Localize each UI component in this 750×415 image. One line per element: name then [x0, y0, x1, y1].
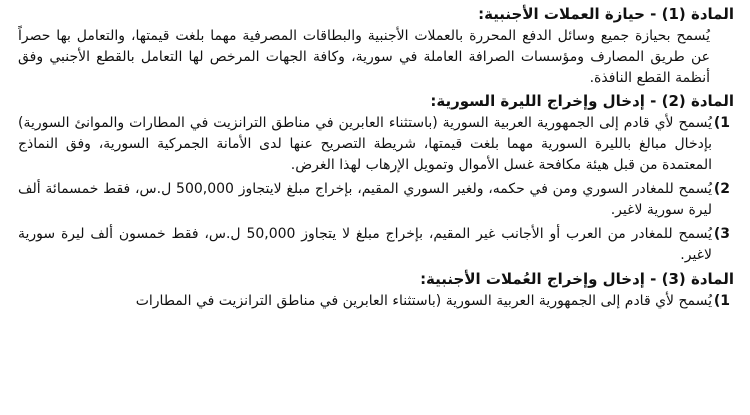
article-2-items: [14, 113, 736, 266]
article-3: [14, 269, 736, 312]
item-text: يُسمح للمغادر من العرب أو الأجانب غير المقيم، بإخراج مبلغ لا يتجاوز 50,000 ل.س، فقط خمسون ألف ليرة سورية لاغير.: [18, 226, 713, 263]
article-3-items: [14, 291, 736, 312]
item-number: 2): [713, 181, 730, 197]
item-number: 3): [713, 226, 730, 242]
item-number: 1): [713, 293, 730, 309]
article-1: [14, 4, 736, 89]
article-1-paragraph: يُسمح بحيازة جميع وسائل الدفع المحررة بالعملات الأجنبية والبطاقات المصرفية مهما بلغت قيمتها، والتعامل بها حصراً عن طريق المصارف ومؤسسات الصرافة العاملة في سورية، وكافة الجهات المرخص لها التعامل بالقطع الأجنبي وفق أنظمة القطع النافذة.: [18, 28, 710, 86]
article-2-heading: المادة (2) - إدخال وإخراج الليرة السورية:: [430, 92, 734, 110]
item-text: يُسمح للمغادر السوري ومن في حكمه، ولغير السوري المقيم، بإخراج مبلغ لايتجاوز 500,000 ل.س، فقط خمسمائة ألف ليرة سورية لاغير.: [18, 181, 712, 218]
item-number: 1): [713, 115, 730, 131]
item-text: يُسمح لأي قادم إلى الجمهورية العربية السورية (باستثناء العابرين في مناطق الترانزيت في المطارات والموانئ السورية) بإدخال مبالغ بالليرة السورية مهما بلغت قيمتها، شريطة التصريح عنها لدى الأمانة الجمركية السورية، وفق النماذج المعتمدة من قبل هيئة مكافحة غسل الأموال وتمويل الإرهاب لهذا الغرض.: [18, 115, 712, 173]
item-text: يُسمح لأي قادم إلى الجمهورية العربية السورية (باستثناء العابرين في مناطق الترانزيت في المطارات: [135, 293, 712, 309]
article-3-heading: المادة (3) - إدخال وإخراج العُملات الأجنبية:: [420, 270, 734, 288]
article-2: [14, 91, 736, 266]
list-item: [14, 113, 736, 176]
list-item: [14, 179, 736, 221]
list-item: [14, 224, 736, 266]
list-item: [14, 291, 736, 312]
article-1-heading: المادة (1) - حيازة العملات الأجنبية:: [478, 5, 734, 23]
